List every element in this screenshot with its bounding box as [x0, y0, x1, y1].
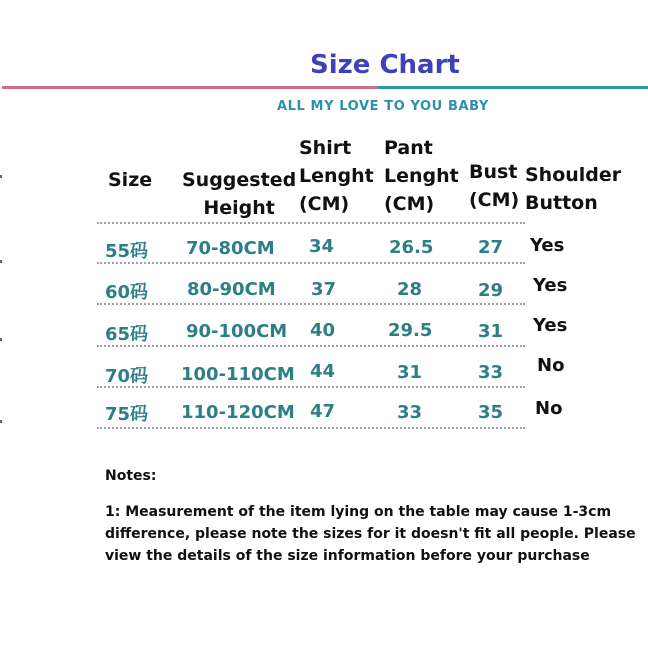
- header-bust: [469, 158, 519, 214]
- edge-tick: [0, 420, 2, 423]
- cell-button: No: [535, 398, 563, 419]
- header-height-line1: Suggested: [182, 169, 297, 191]
- row-divider: [97, 222, 525, 224]
- header-size: [108, 166, 152, 194]
- header-shirt-line3: (CM): [299, 193, 350, 215]
- cell-button: Yes: [533, 275, 568, 296]
- cell-button: Yes: [530, 235, 565, 256]
- header-pant-line1: Pant: [384, 137, 433, 159]
- row-divider: [97, 345, 525, 347]
- brand-subtitle: ALL MY LOVE TO YOU BABY: [277, 99, 489, 114]
- cell-height: 110-120CM: [181, 402, 295, 423]
- header-shirt-length: [299, 134, 374, 218]
- header-pant-line3: (CM): [384, 193, 435, 215]
- edge-tick: [0, 260, 2, 263]
- cell-size: 70码: [105, 366, 149, 387]
- header-shoulder-line2: Button: [525, 192, 598, 214]
- cell-bust: 27: [478, 237, 504, 258]
- header-pant-length: [384, 134, 459, 218]
- cell-size: 75码: [105, 404, 149, 425]
- edge-tick: [0, 175, 2, 178]
- notes-heading: Notes:: [105, 468, 157, 484]
- header-bust-line2: (CM): [469, 189, 520, 211]
- header-shoulder-line1: Shoulder: [525, 164, 622, 186]
- cell-bust: 31: [478, 321, 504, 342]
- cell-pant: 33: [397, 402, 423, 423]
- header-shirt-line1: Shirt: [299, 137, 352, 159]
- cell-pant: 29.5: [388, 320, 433, 341]
- cell-shirt: 34: [309, 236, 335, 257]
- cell-shirt: 37: [311, 279, 337, 300]
- cell-height: 90-100CM: [186, 321, 288, 342]
- cell-bust: 35: [478, 402, 504, 423]
- header-height-line2: Height: [203, 197, 275, 219]
- cell-pant: 31: [397, 362, 423, 383]
- cell-button: Yes: [533, 315, 568, 336]
- cell-shirt: 44: [310, 361, 336, 382]
- cell-height: 100-110CM: [181, 364, 295, 385]
- cell-button: No: [537, 355, 565, 376]
- header-bust-line1: Bust: [469, 161, 518, 183]
- header-shirt-line2: Lenght: [299, 165, 374, 187]
- cell-size: 60码: [105, 282, 149, 303]
- header-height: [182, 166, 296, 222]
- header-shoulder-button: [525, 161, 621, 217]
- cell-size: 65码: [105, 324, 149, 345]
- notes-text: 1: Measurement of the item lying on the table may cause 1-3cm difference, please note the sizes for it doesn't fit all people. Please view the details of the size information before your purchase: [105, 504, 636, 564]
- row-divider: [97, 303, 525, 305]
- page-title: Size Chart: [310, 50, 460, 80]
- cell-shirt: 47: [310, 401, 336, 422]
- title-wrap: [0, 50, 648, 84]
- row-divider: [97, 262, 525, 264]
- row-divider: [97, 427, 525, 429]
- row-divider: [97, 386, 525, 388]
- cell-size: 55码: [105, 241, 149, 262]
- title-divider-left: [2, 86, 378, 89]
- cell-pant: 28: [397, 279, 423, 300]
- cell-height: 70-80CM: [186, 238, 275, 259]
- cell-bust: 29: [478, 280, 504, 301]
- cell-pant: 26.5: [389, 237, 434, 258]
- header-pant-line2: Lenght: [384, 165, 459, 187]
- cell-shirt: 40: [310, 320, 336, 341]
- cell-height: 80-90CM: [187, 279, 276, 300]
- edge-tick: [0, 338, 2, 341]
- cell-bust: 33: [478, 362, 504, 383]
- header-size-label: Size: [108, 169, 153, 191]
- title-divider-right: [378, 86, 648, 89]
